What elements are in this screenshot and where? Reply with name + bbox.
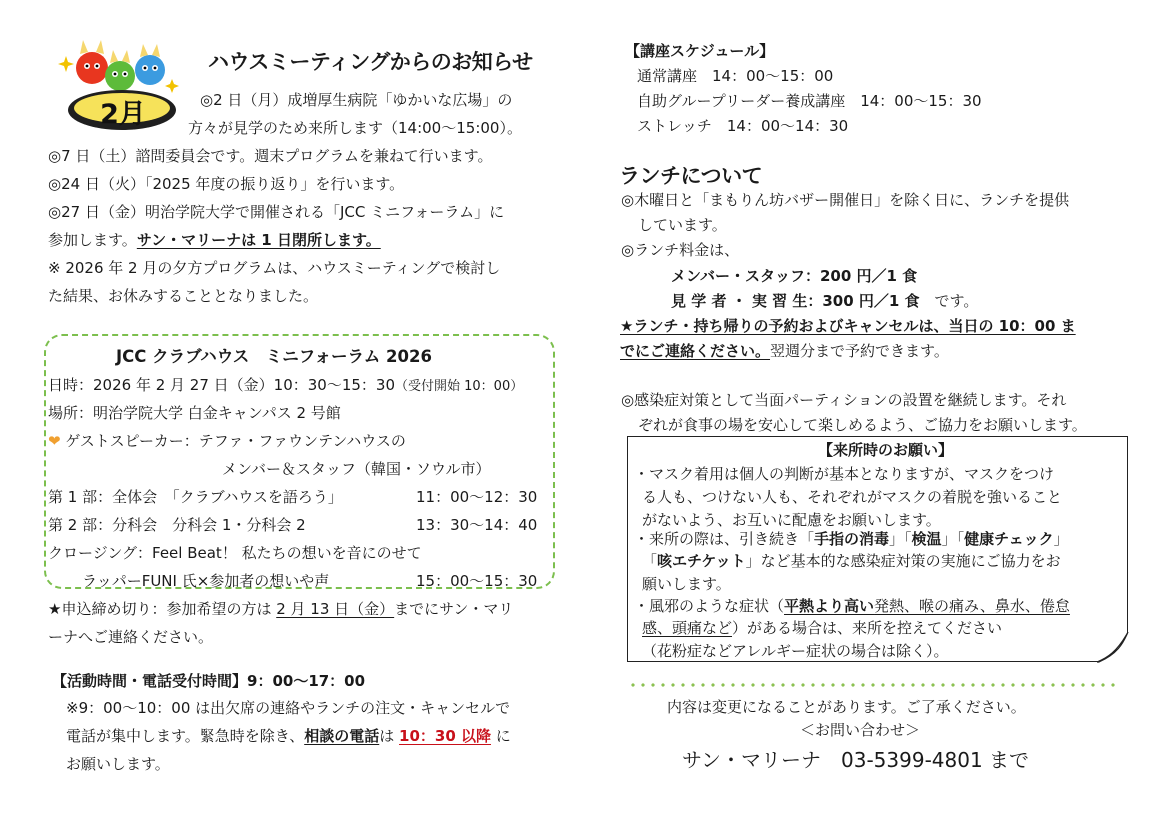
forum-date-note: （受付開始 10：00） [395,379,524,394]
n-hand: 手指の消毒 [814,530,890,548]
lunch-line-3: ◎ランチ料金は、 [621,241,740,259]
forum-speaker-text: ゲストスピーカー：テファ・ファウンテンハウスの [65,432,406,450]
notice-line-2: 方々が見学のため来所します（14:00～15:00）。 [188,119,522,137]
forum-closing-2: ラッパーFUNI 氏×参加者の想いや声 [82,572,330,590]
forum-date [48,374,523,395]
forum-speaker-line-1 [48,430,406,451]
reserve-deadline: でにご連絡ください。 [620,342,771,360]
forum-closing-time: 15：00～15：30 [416,572,538,590]
lunch-line-2: しています。 [638,216,727,234]
schedule-title: 【講座スケジュール】 [625,42,775,60]
consult-phone: 相談の電話 [304,727,380,745]
n-l4a: ・来所の際は、引き続き「 [634,530,815,548]
deadline-line-1 [48,598,513,619]
forum-part1-time: 11：00～12：30 [416,488,538,506]
notice-line-6 [48,229,381,250]
notice-line-3: ◎7 日（土）諮問委員会です。週末プログラムを兼ねて行います。 [48,147,493,165]
notice-l6: 願いします。 [642,575,731,593]
notice-l4 [634,528,1069,549]
notice-line-5: ◎27 日（金）明治学院大学で開催される「JCC ミニフォーラム」に [48,203,505,221]
schedule-item: 自助グループリーダー養成講座 14：00～15：30 [637,92,982,110]
reserve-suffix: 翌週分まで予約できます。 [770,342,949,360]
lunch-line-1: ◎木曜日と「まもりん坊バザー開催日」を除く日に、ランチを提供 [621,191,1070,209]
n-l8b: ）がある場合は、来所を控えてください [732,619,1003,637]
dotted-divider [628,683,1120,687]
schedule-item: 通常講座 14：00～15：00 [637,67,834,85]
footer-note: 内容は変更になることがあります。ご了承ください。 [667,698,1026,716]
hours-2a: 電話が集中します。緊急時を除き、 [66,727,305,745]
hours-2c: は [379,727,395,745]
n-l5c: 」など基本的な感染症対策の実施にご協力をお [745,552,1061,570]
price-visitor: 見 学 者 ・ 実 習 生：300 円／1 食 [671,292,920,310]
n-l4c: 」「 [889,530,912,548]
after-1030: 10：30 以降 [399,727,491,745]
notice-title: 【来所時のお願い】 [818,441,954,459]
forum-part2-time: 13：30～14：40 [416,516,538,534]
schedule-item: ストレッチ 14：00～14：30 [637,117,849,135]
price-visitor-suffix: です。 [934,292,979,310]
setsubun-badge [58,32,186,132]
n-fever: 平熱より高い [784,597,875,615]
deadline-date: 2 月 13 日（金） [276,600,395,618]
notice-l7 [634,595,1070,616]
infection-line-2: ぞれが食事の場を安心して楽しめるよう、ご協力をお願いします。 [638,416,1087,434]
heart-icon: ❤ [48,432,61,450]
forum-speaker-line-2: メンバー＆スタッフ（韓国・ソウル市） [222,460,491,478]
notice-l8 [642,617,1002,638]
lunch-title: ランチについて [619,164,763,188]
n-l4e: 」「 [941,530,965,548]
forum-date-text: 日時：2026 年 2 月 27 日（金）10：30～15：30 [48,376,395,394]
forum-closing-1: クロージング：Feel Beat！ 私たちの想いを音にのせて [48,544,422,562]
n-l8a: 感、頭痛など [642,619,733,637]
hours-line-1: ※9：00～10：00 は出欠席の連絡やランチの注文・キャンセルで [66,699,511,717]
n-health: 健康チェック [964,530,1054,548]
notice-l5 [642,550,1061,571]
closed-notice: サン・マリーナは 1 日閉所します。 [136,231,381,249]
reserve-line-1: ★ランチ・持ち帰りの予約およびキャンセルは、当日の 10：00 ま [620,317,1076,335]
deadline-line-2: ーナへご連絡ください。 [48,628,214,646]
forum-part2: 第 2 部：分科会 分科会 1・分科会 2 [48,516,306,534]
hours-title: 【活動時間・電話受付時間】9：00～17：00 [52,672,366,690]
hours-2e: に [495,727,511,745]
badge-month-label: 2月 [100,99,146,130]
price-visitor-line [671,290,978,311]
house-meeting-title: ハウスミーティングからのお知らせ [208,50,533,74]
notice-line-8: た結果、お休みすることとなりました。 [48,287,319,305]
infection-line-1: ◎感染症対策として当面パーティションの設置を継続します。それ [621,391,1067,409]
notice-l3: がないよう、お互いに配慮をお願いします。 [642,511,941,529]
contact-info: サン・マリーナ 03-5399-4801 まで [682,748,1030,772]
forum-part1: 第 1 部：全体会 「クラブハウスを語ろう」 [48,488,343,506]
deadline-text-c: までにサン・マリ [394,600,514,618]
n-l4g: 」 [1053,530,1069,548]
notice-l9: （花粉症などアレルギー症状の場合は除く）。 [642,642,949,660]
notice-line-1: ◎2 日（月）成増厚生病院「ゆかいな広場」の [200,91,513,109]
contact-heading: ＜お問い合わせ＞ [800,721,921,739]
notice-l1: ・マスク着用は個人の判断が基本となりますが、マスクをつけ [634,465,1055,483]
n-cough: 咳エチケット [657,552,746,570]
page-curl-icon [1097,632,1129,664]
n-l5a: 「 [642,552,658,570]
hours-line-3: お願いします。 [66,755,170,773]
notice-l2: る人も、つけない人も、それぞれがマスクの着脱を強いること [642,488,1063,506]
notice-line-7: ※ 2026 年 2 月の夕方プログラムは、ハウスミーティングで検討し [48,259,501,277]
reserve-line-2 [620,340,949,361]
notice-line-4: ◎24 日（火）「2025 年度の振り返り」を行います。 [48,175,405,193]
hours-line-2 [66,725,511,746]
forum-place: 場所：明治学院大学 白金キャンパス 2 号館 [48,404,341,422]
notice-line-6-text: 参加します。 [48,231,137,249]
price-member: メンバー・スタッフ：200 円／1 食 [671,267,918,285]
forum-title: JCC クラブハウス ミニフォーラム 2026 [116,347,432,366]
n-l7a: ・風邪のような症状（ [634,597,785,615]
n-l7c: 発熱、喉の痛み、鼻水、倦怠 [874,597,1070,615]
deadline-text-a: ★申込締め切り：参加希望の方は [48,600,277,618]
n-temp: 検温 [911,530,942,548]
